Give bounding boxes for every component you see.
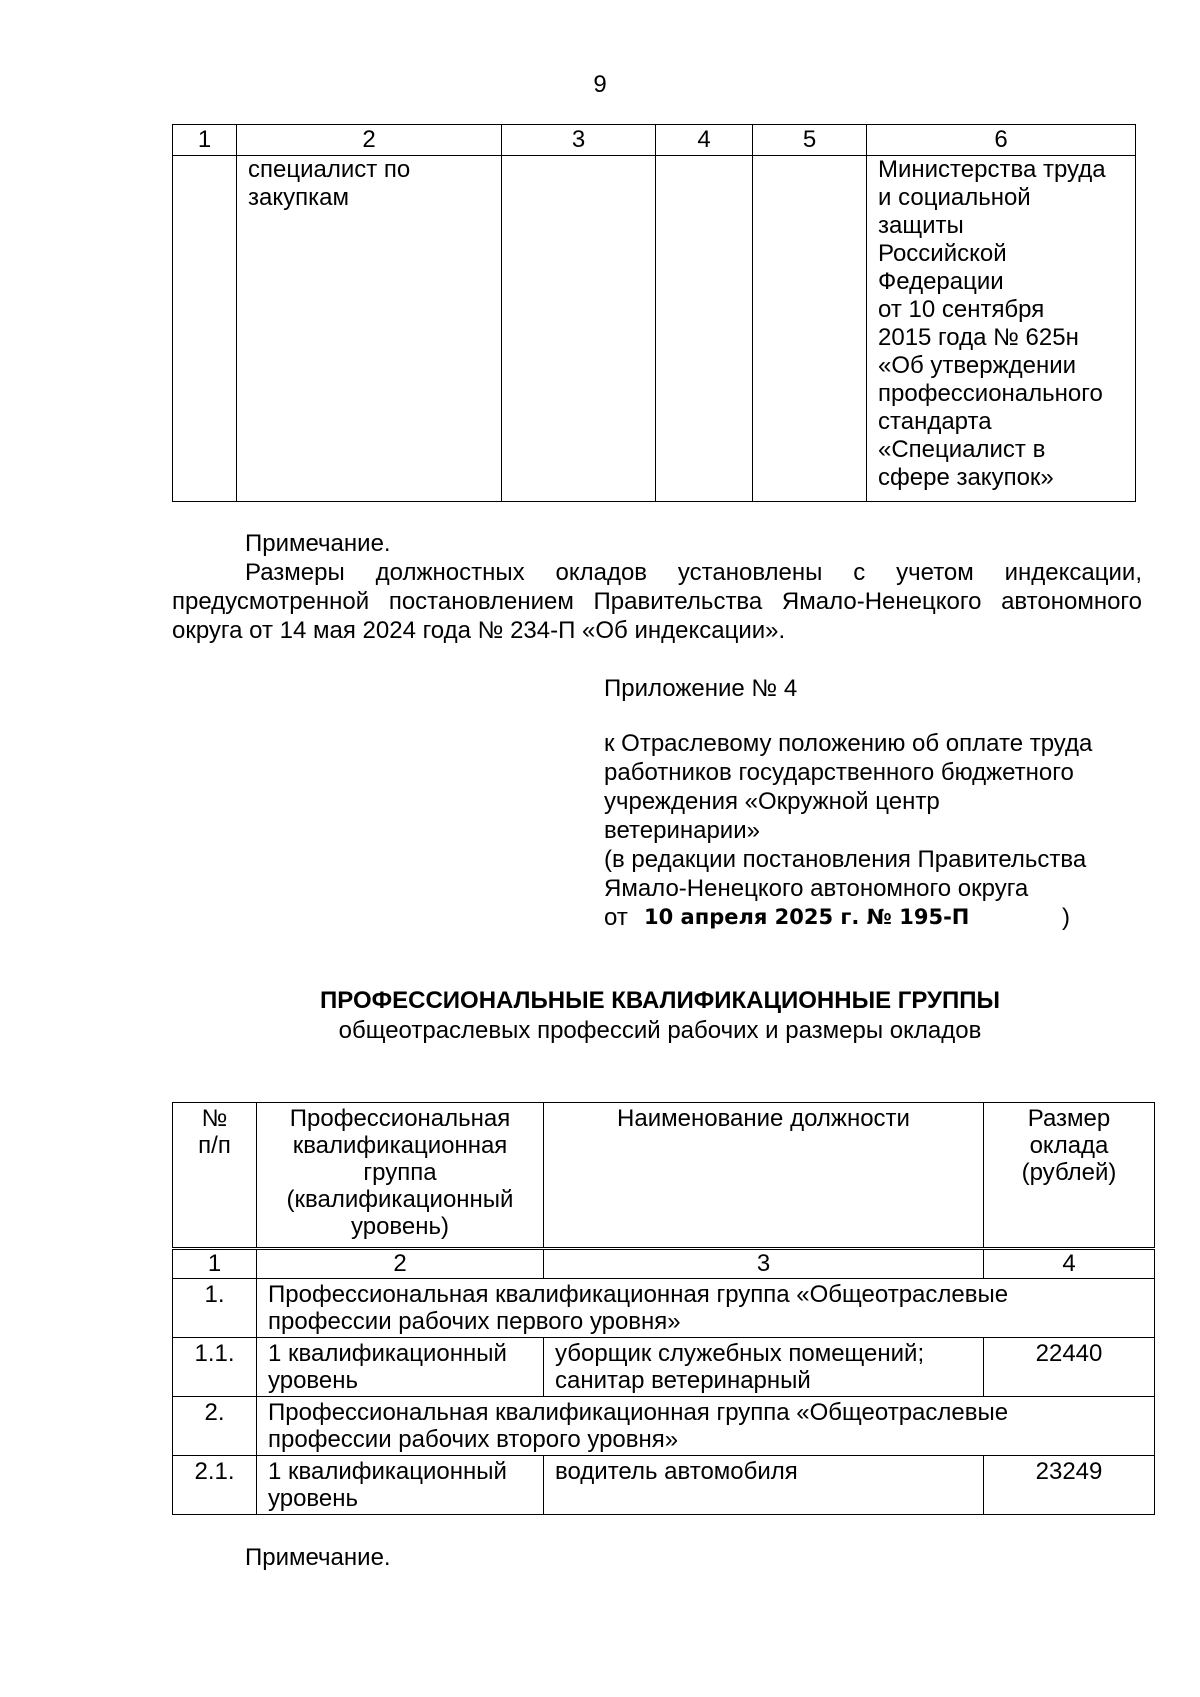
column-number: 1	[173, 1249, 257, 1279]
row-number: 1.1.	[173, 1338, 257, 1397]
column-number: 1	[173, 125, 237, 156]
appendix-date-line	[604, 903, 1164, 932]
table-header-row	[173, 125, 1136, 156]
cell-line: санитар ветеринарный	[555, 1367, 811, 1394]
date-prefix: от	[604, 904, 628, 931]
position-name-cell	[237, 156, 502, 502]
row-number: 2.	[173, 1397, 257, 1456]
section-heading: ПРОФЕССИОНАЛЬНЫЕ КВАЛИФИКАЦИОННЫЕ ГРУППЫ	[320, 987, 1000, 1014]
appendix-line: ветеринарии»	[604, 817, 760, 844]
cell-line: Министерства труда	[878, 156, 1106, 183]
cell-line: профессионального	[878, 380, 1103, 407]
cell-line: Профессиональная квалификационная группа «Общеотраслевые	[268, 1281, 1009, 1308]
column-numbers-row	[173, 1249, 1155, 1279]
header-line: Наименование должности	[617, 1105, 910, 1132]
header-line: (рублей)	[1021, 1159, 1117, 1186]
column-number: 3	[502, 125, 656, 156]
cell-line: закупкам	[248, 184, 349, 211]
cell-line: водитель автомобиля	[555, 1458, 798, 1485]
cell-line: 1 квалификационный	[268, 1340, 507, 1367]
column-number: 6	[867, 125, 1136, 156]
qualification-level-cell	[257, 1456, 544, 1515]
group-title-cell	[257, 1397, 1155, 1456]
table-row	[173, 156, 1136, 502]
header-line: Размер	[1027, 1105, 1111, 1132]
appendix-line: учреждения «Окружной центр	[604, 788, 940, 815]
table-cell	[502, 156, 656, 502]
qualification-level-cell	[257, 1338, 544, 1397]
header-line: Профессиональная	[289, 1105, 511, 1132]
positions-table-continued	[172, 124, 1136, 502]
column-number: 4	[984, 1249, 1155, 1279]
table-cell	[173, 156, 237, 502]
header-cell	[173, 1103, 257, 1249]
appendix-reference	[604, 729, 1164, 932]
header-line: квалификационная	[292, 1132, 508, 1159]
column-number: 4	[656, 125, 753, 156]
header-line: оклада	[1029, 1132, 1109, 1159]
page-number: 9	[593, 71, 607, 98]
header-cell	[984, 1103, 1155, 1249]
column-number: 2	[237, 125, 502, 156]
cell-line: 2015 года № 625н	[878, 324, 1079, 351]
cell-line: и социальной	[878, 184, 1031, 211]
cell-line: стандарта	[878, 408, 992, 435]
cell-line: «Об утверждении	[878, 352, 1077, 379]
positions-cell	[544, 1456, 984, 1515]
header-cell	[257, 1103, 544, 1249]
header-line: (квалификационный	[286, 1186, 514, 1213]
row-number: 1.	[173, 1279, 257, 1338]
cell-line: уборщик служебных помещений;	[555, 1340, 925, 1367]
cell-line: уровень	[268, 1485, 359, 1512]
group-row	[173, 1279, 1155, 1338]
column-number: 3	[544, 1249, 984, 1279]
resolution-date: 10 апреля 2025 г. № 195-П	[644, 905, 970, 929]
appendix-line: Ямало-Ненецкого автономного округа	[604, 875, 1029, 902]
cell-line: Федерации	[878, 268, 1004, 295]
cell-line: защиты	[878, 212, 964, 239]
table-cell	[656, 156, 753, 502]
table-header-row	[173, 1103, 1155, 1249]
note-title: Примечание.	[245, 1544, 391, 1571]
header-line: уровень)	[350, 1213, 449, 1240]
positions-cell	[544, 1338, 984, 1397]
table-row	[173, 1338, 1155, 1397]
legal-basis-cell	[867, 156, 1136, 502]
cell-line: Российской	[878, 240, 1007, 267]
note-title: Примечание.	[245, 530, 391, 557]
appendix-line: работников государственного бюджетного	[604, 759, 1074, 786]
cell-line: сфере закупок»	[878, 464, 1054, 491]
appendix-line: (в редакции постановления Правительства	[604, 846, 1087, 873]
cell-line: от 10 сентября	[878, 296, 1045, 323]
date-suffix: )	[1062, 904, 1070, 931]
header-line: №	[201, 1105, 228, 1132]
cell-line: 1 квалификационный	[268, 1458, 507, 1485]
group-row	[173, 1397, 1155, 1456]
cell-line: Профессиональная квалификационная группа «Общеотраслевые	[268, 1399, 1009, 1426]
cell-line: уровень	[268, 1367, 359, 1394]
header-line: группа	[363, 1159, 437, 1186]
section-subheading: общеотраслевых профессий рабочих и размеры окладов	[338, 1017, 982, 1044]
appendix-title: Приложение № 4	[604, 675, 798, 702]
cell-line: специалист по	[248, 156, 411, 183]
column-number: 2	[257, 1249, 544, 1279]
header-line: п/п	[198, 1132, 231, 1159]
table-row	[173, 1456, 1155, 1515]
column-number: 5	[753, 125, 867, 156]
row-number: 2.1.	[173, 1456, 257, 1515]
appendix-line: к Отраслевому положению об оплате труда	[604, 730, 1093, 757]
header-cell	[544, 1103, 984, 1249]
table-cell	[753, 156, 867, 502]
cell-line: профессии рабочих первого уровня»	[268, 1308, 681, 1335]
cell-line: профессии рабочих второго уровня»	[268, 1426, 679, 1453]
salary-cell: 22440	[984, 1338, 1155, 1397]
cell-line: «Специалист в	[878, 436, 1046, 463]
note-text: Размеры должностных окладов установлены с учетом индексации, предусмотренной постановлением Правительства Ямало-Ненецкого автономного округа от 14 мая 2024 года № 234-П «Об индексации».	[172, 559, 1142, 644]
qualification-groups-table	[172, 1102, 1155, 1515]
group-title-cell	[257, 1279, 1155, 1338]
salary-cell: 23249	[984, 1456, 1155, 1515]
